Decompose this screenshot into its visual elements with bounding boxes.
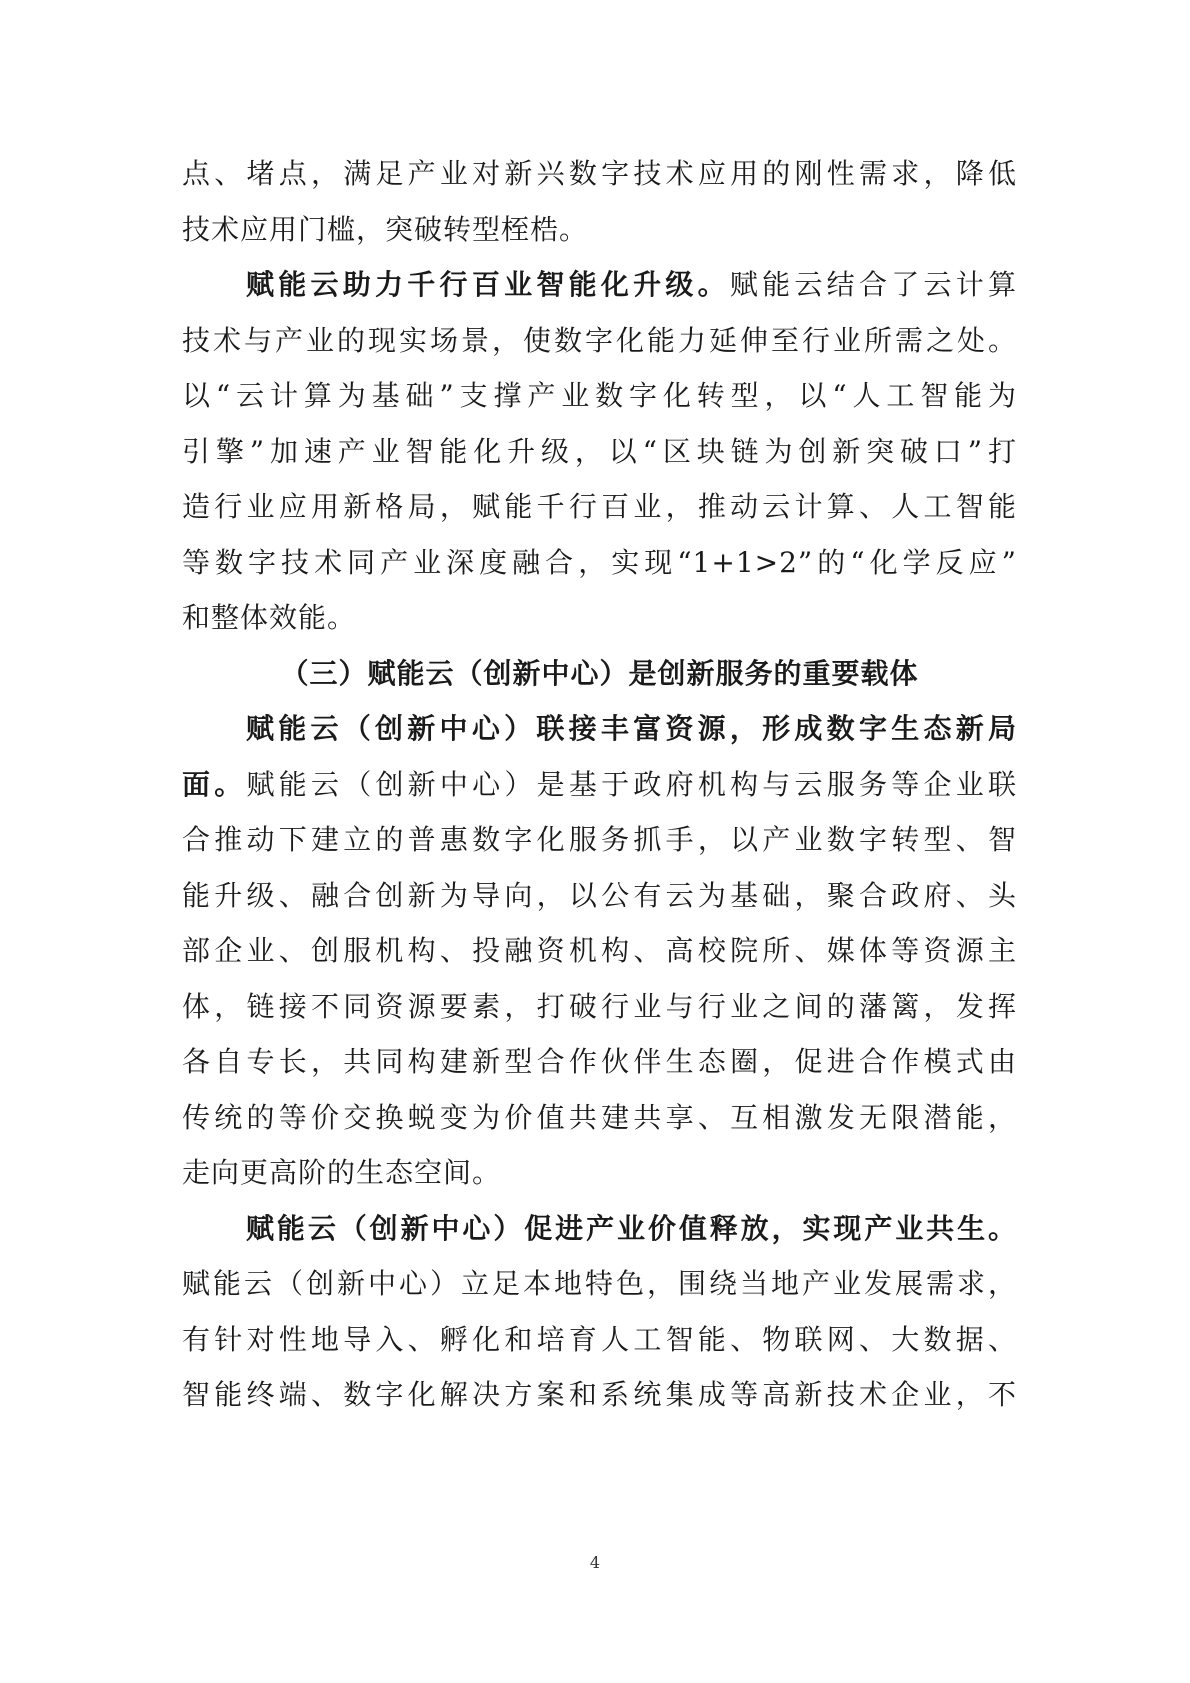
paragraph-lead-bold: 赋能云助力千行百业智能化升级。: [246, 268, 730, 301]
text-line: [182, 931, 1017, 971]
text-line: [182, 598, 1017, 638]
text-span: 体，链接不同资源要素，打破行业与行业之间的藩篱，发挥: [182, 990, 1017, 1023]
section-heading-text: （三）赋能云（创新中心）是创新服务的重要载体: [280, 657, 919, 690]
text-span: 部企业、创服机构、投融资机构、高校院所、媒体等资源主: [182, 934, 1017, 967]
text-span: 造行业应用新格局，赋能千行百业，推动云计算、人工智能: [182, 490, 1017, 523]
text-span: 走向更高阶的生态空间。: [182, 1156, 502, 1189]
text-line: [182, 1153, 1017, 1193]
text-span: 赋能云（创新中心）立足本地特色，围绕当地产业发展需求，: [182, 1267, 1017, 1300]
text-line: [182, 210, 1017, 250]
text-span: 智能终端、数字化解决方案和系统集成等高新技术企业，不: [182, 1378, 1017, 1411]
text-span: 各自专长，共同构建新型合作伙伴生态圈，促进合作模式由: [182, 1045, 1017, 1078]
text-span: 赋能云结合了云计算: [729, 268, 1017, 301]
text-span: 技术应用门槛，突破转型桎梏。: [182, 213, 589, 246]
text-line: [182, 820, 1017, 860]
text-line: [182, 376, 1017, 416]
text-line: [182, 1264, 1017, 1304]
text-span: 和整体效能。: [182, 601, 357, 634]
text-line: [182, 154, 1017, 194]
text-line: [182, 432, 1017, 472]
text-span: 等数字技术同产业深度融合，实现“1+1>2”的“化学反应”: [182, 546, 1017, 579]
text-span: 点、堵点，满足产业对新兴数字技术应用的刚性需求，降低: [182, 157, 1017, 190]
text-line: [182, 876, 1017, 916]
text-line: [182, 487, 1017, 527]
text-span: 能升级、融合创新为导向，以公有云为基础，聚合政府、头: [182, 879, 1017, 912]
text-line: [182, 543, 1017, 583]
text-line: [246, 265, 1017, 305]
page-number: 4: [589, 1553, 601, 1572]
text-line: [182, 321, 1017, 361]
text-line: [246, 1209, 1017, 1249]
text-span: 引擎”加速产业智能化升级，以“区块链为创新突破口”打: [182, 435, 1017, 468]
text-span: 合推动下建立的普惠数字化服务抓手，以产业数字转型、智: [182, 823, 1017, 856]
text-line: [182, 987, 1017, 1027]
text-line: [182, 1375, 1017, 1415]
text-line: [182, 765, 1017, 805]
paragraph-lead-bold: 赋能云（创新中心）联接丰富资源，形成数字生态新局: [246, 712, 1017, 745]
text-line: [182, 1098, 1017, 1138]
section-heading: [182, 654, 1017, 694]
text-span: 以“云计算为基础”支撑产业数字化转型，以“人工智能为: [182, 379, 1017, 412]
text-line: [182, 1320, 1017, 1360]
text-line: [246, 709, 1017, 749]
paragraph-lead-bold: 赋能云（创新中心）促进产业价值释放，实现产业共生。: [246, 1212, 1017, 1245]
text-span: 技术与产业的现实场景，使数字化能力延伸至行业所需之处。: [182, 324, 1017, 357]
text-span: 赋能云（创新中心）是基于政府机构与云服务等企业联: [246, 768, 1017, 801]
text-span: 传统的等价交换蜕变为价值共建共享、互相激发无限潜能，: [182, 1101, 1017, 1134]
text-line: [182, 1042, 1017, 1082]
paragraph-lead-bold: 面。: [182, 768, 247, 801]
text-span: 有针对性地导入、孵化和培育人工智能、物联网、大数据、: [182, 1323, 1017, 1356]
